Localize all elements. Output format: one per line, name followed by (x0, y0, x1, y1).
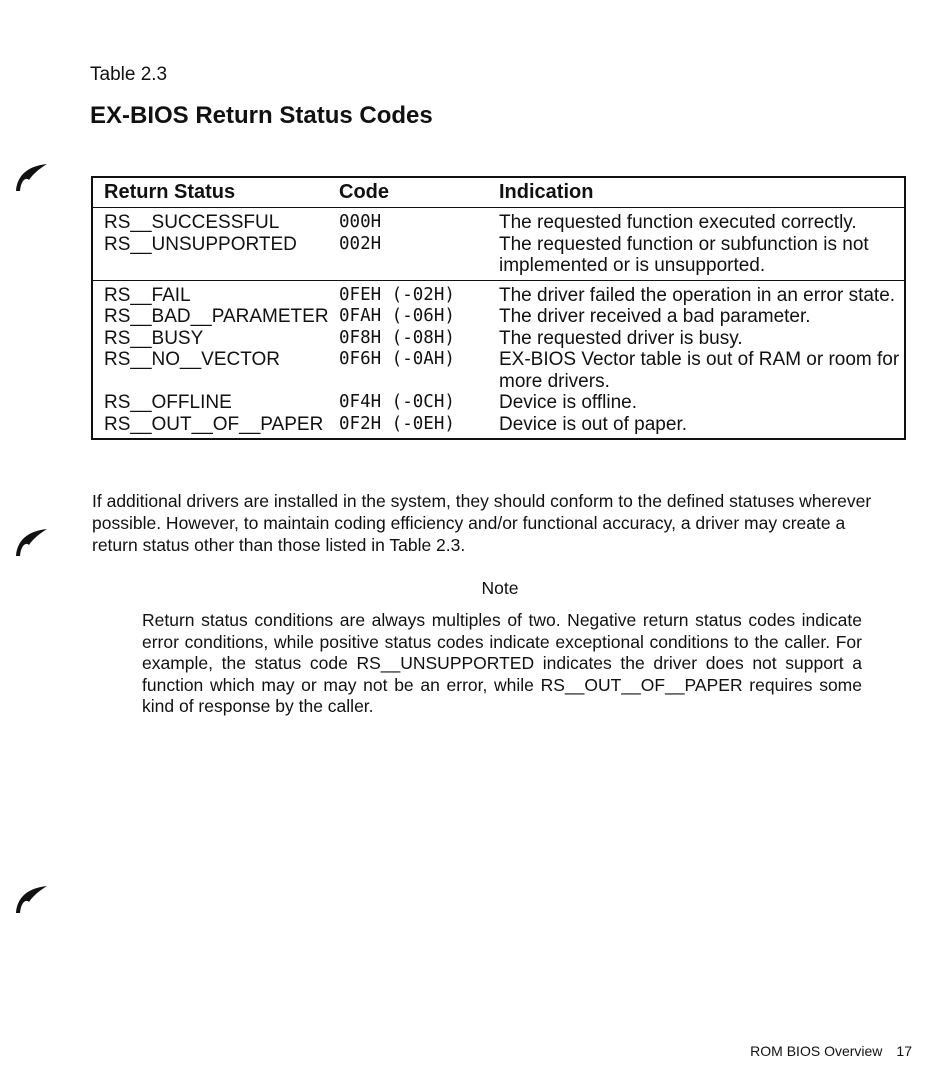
footer-section-title: ROM BIOS Overview (750, 1043, 883, 1059)
indication-cell: The requested driver is busy. (499, 327, 743, 349)
binder-hole-mark-icon (14, 527, 48, 557)
body-paragraph: If additional drivers are installed in the system, they should conform to the defined statuses wherever possible. However, to maintain coding efficiency and/or functional accuracy, a driver may create a return status other than those listed in Table 2.3. (92, 491, 872, 555)
indication-cell: The requested function or subfunction is not implemented or is unsupported. (499, 233, 869, 276)
page-footer (750, 1043, 912, 1059)
column-header-indication: Indication (499, 181, 594, 203)
status-cell: RS__BAD__PARAMETER (104, 306, 329, 327)
binder-hole-mark-icon (14, 884, 48, 914)
status-cell: RS__BUSY (104, 327, 204, 349)
status-cell: RS__FAIL (104, 284, 191, 306)
column-header-return-status: Return Status (104, 181, 236, 203)
note-heading: Note (481, 578, 519, 598)
column-header-code: Code (339, 181, 389, 203)
indication-cell: Device is offline. (499, 392, 637, 413)
indication-cell: Device is out of paper. (499, 413, 687, 435)
code-cell: 0FAH (-06H) (339, 306, 455, 326)
table-row (93, 392, 904, 414)
code-cell: 002H (339, 233, 382, 254)
binder-hole-mark-icon (14, 162, 48, 192)
table-group-negative (93, 280, 904, 439)
indication-cell: The driver received a bad parameter. (499, 306, 811, 327)
table-row (93, 306, 904, 328)
table-row (93, 349, 904, 392)
indication-cell: The requested function executed correctly. (499, 212, 857, 233)
status-cell: RS__SUCCESSFUL (104, 212, 280, 233)
table-label: Table 2.3 (90, 64, 168, 85)
code-cell: 000H (339, 212, 382, 232)
code-cell: 0FEH (-02H) (339, 284, 455, 305)
code-cell: 0F8H (-08H) (339, 327, 455, 348)
table-title: EX-BIOS Return Status Codes (90, 102, 433, 129)
status-cell: RS__NO__VECTOR (104, 349, 280, 370)
table-row (93, 212, 904, 234)
indication-cell: EX-BIOS Vector table is out of RAM or room for more drivers. (499, 349, 900, 392)
table-header-row (93, 178, 904, 208)
code-cell: 0F6H (-0AH) (339, 349, 455, 369)
status-cell: RS__UNSUPPORTED (104, 233, 297, 255)
code-cell: 0F2H (-0EH) (339, 413, 455, 434)
table-row (93, 414, 904, 436)
status-cell: RS__OFFLINE (104, 392, 232, 413)
table-row (93, 328, 904, 350)
code-cell: 0F4H (-0CH) (339, 392, 455, 412)
status-codes-table (91, 176, 906, 440)
indication-cell: The driver failed the operation in an error state. (499, 284, 896, 306)
table-row (93, 234, 904, 277)
note-body: Return status conditions are always multiples of two. Negative return status codes indicate error conditions, while positive status codes indicate exceptional conditions to the caller. For example, the status code RS__UNSUPPORTED indicates the driver does not support a function which may or may not be an error, while RS__OUT__OF__PAPER requires some kind of response by the caller. (142, 610, 862, 716)
table-group-positive (93, 208, 904, 280)
table-row (93, 285, 904, 307)
page-number: 17 (896, 1043, 912, 1059)
status-cell: RS__OUT__OF__PAPER (104, 413, 324, 435)
